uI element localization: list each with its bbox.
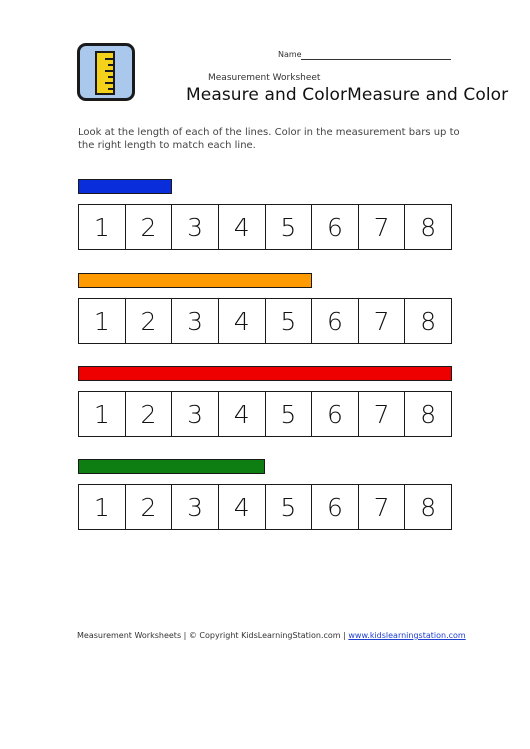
measurement-cell[interactable]: 5 bbox=[266, 205, 313, 249]
measurement-cell[interactable]: 3 bbox=[172, 299, 219, 343]
name-label: Name bbox=[278, 50, 302, 59]
measurement-cell[interactable]: 8 bbox=[420, 306, 437, 336]
ruler-icon bbox=[95, 51, 115, 95]
measurement-bar-3 bbox=[78, 391, 452, 437]
measurement-bar-1 bbox=[78, 204, 452, 250]
measurement-cell[interactable]: 1 bbox=[79, 299, 126, 343]
measurement-cell[interactable]: 1 bbox=[79, 205, 126, 249]
measurement-bar-4 bbox=[78, 484, 452, 530]
page-title: Measure and ColorMeasure and Color bbox=[186, 85, 509, 105]
measurement-cell[interactable]: 2 bbox=[126, 205, 173, 249]
measurement-cell[interactable]: 6 bbox=[312, 485, 359, 529]
measurement-cell[interactable]: 6 bbox=[312, 299, 359, 343]
measurement-cell[interactable]: 8 bbox=[420, 399, 437, 429]
measurement-cell[interactable]: 5 bbox=[266, 299, 313, 343]
measurement-cell[interactable]: 6 bbox=[312, 392, 359, 436]
measurement-cell[interactable]: 7 bbox=[359, 299, 406, 343]
ruler-tick bbox=[108, 76, 113, 78]
measurement-cell[interactable]: 4 bbox=[219, 392, 266, 436]
measurement-cell[interactable]: 1 bbox=[79, 485, 126, 529]
measurement-line-1 bbox=[78, 179, 172, 194]
measurement-cell[interactable]: 3 bbox=[172, 485, 219, 529]
measurement-cell[interactable]: 3 bbox=[172, 392, 219, 436]
measurement-cell[interactable]: 8 bbox=[420, 492, 437, 522]
measurement-line-3 bbox=[78, 366, 452, 381]
measurement-cell[interactable]: 8 bbox=[420, 212, 437, 242]
ruler-tick bbox=[105, 82, 113, 84]
measurement-cell[interactable]: 4 bbox=[219, 485, 266, 529]
worksheet-subtitle: Measurement Worksheet bbox=[208, 73, 321, 83]
footer-text: Measurement Worksheets | © Copyright KidsLearningStation.com | bbox=[77, 631, 349, 640]
ruler-tick bbox=[108, 64, 113, 66]
measurement-cell[interactable]: 4 bbox=[219, 299, 266, 343]
instructions: Look at the length of each of the lines. Color in the measurement bars up to the right length to match each line. bbox=[78, 127, 460, 151]
measurement-cell[interactable]: 3 bbox=[172, 205, 219, 249]
ruler-tick bbox=[105, 58, 113, 60]
measurement-cell[interactable]: 7 bbox=[359, 485, 406, 529]
measurement-cell[interactable]: 1 bbox=[79, 392, 126, 436]
measurement-cell[interactable]: 4 bbox=[219, 205, 266, 249]
footer-link[interactable]: www.kidslearningstation.com bbox=[348, 631, 466, 640]
measurement-cell[interactable]: 2 bbox=[126, 392, 173, 436]
footer bbox=[77, 631, 466, 640]
name-field[interactable] bbox=[301, 59, 451, 60]
measurement-cell[interactable]: 5 bbox=[266, 392, 313, 436]
measurement-line-2 bbox=[78, 273, 312, 288]
ruler-tick bbox=[105, 70, 113, 72]
ruler-logo-icon bbox=[77, 43, 135, 101]
measurement-line-4 bbox=[78, 459, 265, 474]
measurement-cell[interactable]: 7 bbox=[359, 392, 406, 436]
measurement-cell[interactable]: 5 bbox=[266, 485, 313, 529]
ruler-tick bbox=[108, 88, 113, 90]
measurement-cell[interactable]: 2 bbox=[126, 299, 173, 343]
measurement-cell[interactable]: 7 bbox=[359, 205, 406, 249]
measurement-cell[interactable]: 2 bbox=[126, 485, 173, 529]
measurement-bar-2 bbox=[78, 298, 452, 344]
measurement-cell[interactable]: 6 bbox=[312, 205, 359, 249]
